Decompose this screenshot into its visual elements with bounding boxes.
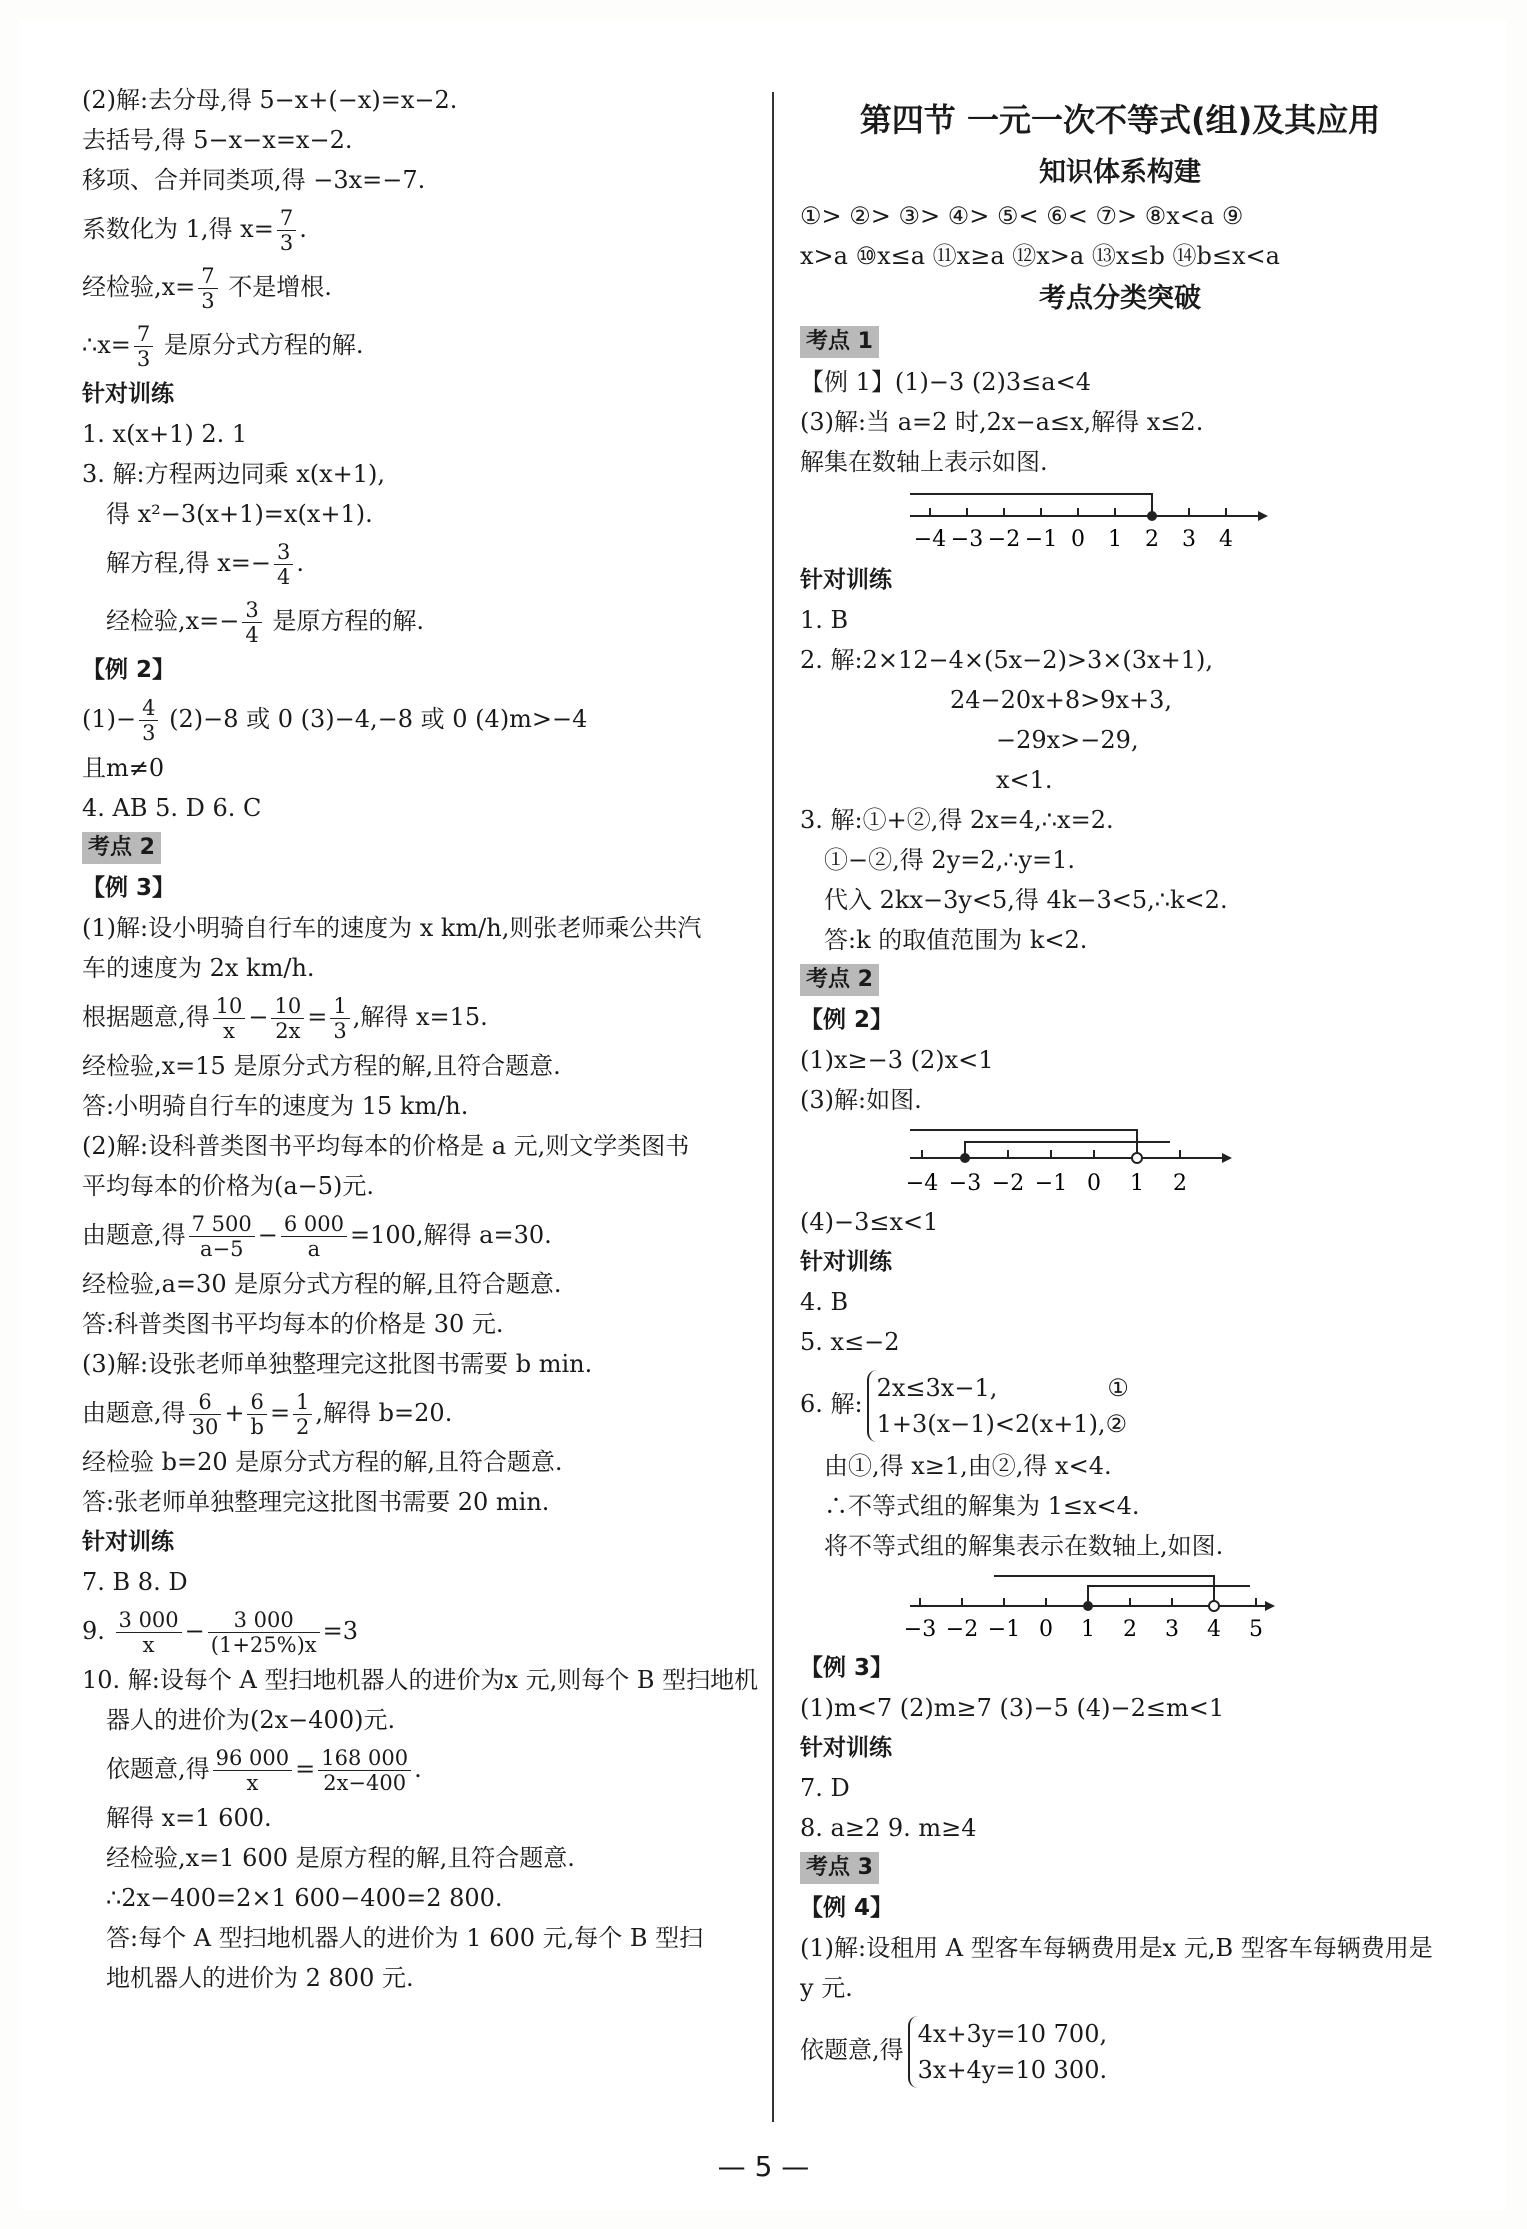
axis-arrow — [1222, 1153, 1232, 1163]
denominator: 3 — [201, 289, 215, 313]
fraction — [277, 206, 296, 255]
fraction — [318, 1746, 411, 1795]
text-span: 根据题意,得 — [82, 1003, 210, 1031]
denominator: 3 — [142, 721, 156, 745]
open-point — [1132, 1153, 1142, 1163]
denominator: 3 — [136, 347, 151, 371]
column-divider — [772, 92, 774, 2122]
text-span: ,解得 b=20. — [315, 1399, 453, 1427]
numerator: 3 000 — [116, 1608, 182, 1633]
text-line: 平均每本的价格为(a−5)元. — [82, 1172, 375, 1200]
tick-label: 2 — [1173, 1171, 1187, 1196]
tick-label: −3 — [950, 527, 984, 552]
text-line: (2)解:去分母,得 5−x+(−x)=x−2. — [82, 86, 458, 114]
text-span: . — [299, 215, 307, 243]
text-span: ∴x= — [82, 331, 131, 359]
denominator: a−5 — [199, 1237, 244, 1261]
closed-point — [1083, 1601, 1093, 1611]
text-line: (2)解:设科普类图书平均每本的价格是 a 元,则文学类图书 — [82, 1132, 690, 1160]
text-line: 移项、合并同类项,得 −3x=−7. — [82, 166, 426, 194]
example-label: 【例 4】 — [800, 1895, 894, 1921]
tick-label: 0 — [1071, 527, 1085, 552]
tick-label: 3 — [1182, 527, 1196, 552]
tick-label: −2 — [945, 1617, 979, 1642]
text-line: 3. 解:①+②,得 2x=4,∴x=2. — [800, 806, 1114, 834]
solution-ray-less-than-4 — [994, 1576, 1214, 1606]
axis-arrow — [1265, 1601, 1275, 1611]
fraction — [139, 696, 158, 745]
text-span: . — [414, 1755, 422, 1783]
numerator: 10 — [213, 994, 246, 1019]
open-point — [1209, 1601, 1219, 1611]
tick-label: −4 — [905, 1171, 939, 1196]
text-line: (3)解:如图. — [800, 1086, 922, 1114]
numerator: 6 — [247, 1390, 266, 1415]
tick-label: 2 — [1123, 1617, 1137, 1642]
text-span: 不是增根. — [220, 273, 332, 301]
denominator: 3 — [333, 1019, 347, 1043]
text-span: 是原分式方程的解. — [156, 331, 364, 359]
numerator: 4 — [139, 696, 158, 721]
text-line: 经检验,x=1 600 是原方程的解,且符合题意. — [106, 1844, 575, 1872]
system-row — [877, 1406, 1129, 1442]
fraction — [189, 1390, 222, 1439]
text-line: 地机器人的进价为 2 800 元. — [106, 1964, 414, 1992]
text-line: 经检验,a=30 是原分式方程的解,且符合题意. — [82, 1270, 562, 1298]
text-line: (3)解:当 a=2 时,2x−a≤x,解得 x≤2. — [800, 408, 1204, 436]
tick-label: 3 — [1165, 1617, 1179, 1642]
text-line: ∴2x−400=2×1 600−400=2 800. — [106, 1884, 503, 1912]
text-span: 系数化为 1,得 x= — [82, 215, 274, 243]
text-line: ①> ②> ③> ④> ⑤< ⑥< ⑦> ⑧x<a ⑨ — [800, 202, 1244, 230]
text-line: ∴不等式组的解集为 1≤x<4. — [824, 1492, 1140, 1520]
equation-system — [908, 2016, 1107, 2088]
numerator: 3 — [242, 598, 261, 623]
topic-tag: 考点 1 — [800, 326, 879, 358]
tick-label: −1 — [1024, 527, 1058, 552]
fraction — [247, 1390, 266, 1439]
numerator: 10 — [271, 994, 304, 1019]
text-span: 是原方程的解. — [264, 607, 425, 635]
text-span: 由题意,得 — [82, 1399, 186, 1427]
example-label: 【例 2】 — [82, 657, 176, 683]
text-line: 24−20x+8>9x+3, — [950, 686, 1173, 714]
text-span: 经检验,x=− — [106, 607, 240, 635]
section-heading: 针对训练 — [800, 567, 892, 593]
denominator: (1+25%)x — [210, 1633, 317, 1657]
text-line: 解得 x=1 600. — [106, 1804, 272, 1832]
numerator: 3 000 — [208, 1608, 320, 1633]
text-line — [82, 592, 742, 650]
text-line: 经检验 b=20 是原分式方程的解,且符合题意. — [82, 1448, 563, 1476]
text-line: 由①,得 x≥1,由②,得 x<4. — [824, 1452, 1112, 1480]
text-span: (1)− — [82, 705, 137, 733]
fraction — [208, 1608, 320, 1657]
denominator: b — [250, 1415, 264, 1439]
fraction — [281, 1212, 347, 1261]
text-span: (2)−8 或 0 (3)−4,−8 或 0 (4)m>−4 — [161, 705, 588, 733]
text-line: 由题意,得 $\frac{6}{30}$ + $\frac{6}{b}$ = $\frac{1}{2}$ ,解得 b=20. — [82, 1390, 453, 1439]
fraction — [330, 994, 349, 1043]
text-span: 1+3(x−1)<2(x+1), — [876, 1409, 1106, 1438]
text-span: 2x≤3x−1, — [876, 1373, 998, 1402]
text-span: 9. — [82, 1617, 113, 1645]
closed-point — [960, 1153, 970, 1163]
tick-label: −2 — [987, 527, 1021, 552]
text-line: 根据题意,得 $\frac{10}{x}$ − $\frac{10}{2x}$ = $\frac{1}{3}$ ,解得 x=15. — [82, 994, 488, 1043]
tick-label: 5 — [1249, 1617, 1263, 1642]
text-line: 1. x(x+1) 2. 1 — [82, 420, 248, 448]
text-line: 4. B — [800, 1288, 849, 1316]
axis-arrow — [1258, 511, 1268, 521]
solution-ray-less-than-1 — [910, 1130, 1137, 1158]
section-title: 第四节 一元一次不等式(组)及其应用 — [859, 101, 1381, 139]
tick-label: −3 — [903, 1617, 937, 1642]
number-line-1 — [910, 488, 1270, 554]
text-line: 将不等式组的解集表示在数轴上,如图. — [824, 1532, 1224, 1560]
left-column — [82, 80, 759, 1998]
text-line: 【例 1】(1)−3 (2)3≤a<4 — [800, 368, 1091, 396]
text-span: 依题意,得 — [106, 1755, 210, 1783]
example-label: 【例 3】 — [800, 1655, 894, 1681]
section-heading: 针对训练 — [800, 1735, 892, 1761]
tick-label: 1 — [1081, 1617, 1095, 1642]
closed-point — [1147, 511, 1157, 521]
denominator: 30 — [191, 1415, 219, 1439]
tick-label: 4 — [1207, 1617, 1221, 1642]
topic-tag: 考点 2 — [82, 832, 161, 864]
text-line: 4. AB 5. D 6. C — [82, 794, 262, 822]
numerator: 96 000 — [213, 1746, 292, 1771]
denominator: x — [223, 1019, 235, 1043]
text-line: 2. 解:2×12−4×(5x−2)>3×(3x+1), — [800, 646, 1213, 674]
fraction — [198, 264, 217, 313]
example-label: 【例 2】 — [800, 1007, 894, 1033]
system-row: 4x+3y=10 700, — [917, 2019, 1108, 2048]
number-line-2 — [905, 1126, 1270, 1196]
text-span: ① — [1107, 1373, 1129, 1402]
numerator: 1 — [293, 1390, 312, 1415]
topic-tag: 考点 3 — [800, 1852, 879, 1884]
text-line — [82, 258, 742, 316]
text-span: 由题意,得 — [82, 1221, 186, 1249]
text-line — [800, 2008, 1440, 2092]
text-line: 经检验,x=15 是原分式方程的解,且符合题意. — [82, 1052, 561, 1080]
subsection-title: 考点分类突破 — [1039, 283, 1201, 314]
text-line: (1)x≥−3 (2)x<1 — [800, 1046, 994, 1074]
numerator: 168 000 — [318, 1746, 411, 1771]
fraction — [274, 540, 293, 589]
text-span: . — [296, 549, 305, 577]
text-line: 车的速度为 2x km/h. — [82, 954, 315, 982]
numerator: 7 — [198, 264, 217, 289]
topic-tag: 考点 2 — [800, 964, 879, 996]
text-span: 解方程,得 x=− — [106, 549, 272, 577]
solution-ray-ge-1 — [1088, 1586, 1250, 1606]
text-line: (3)解:设张老师单独整理完这批图书需要 b min. — [82, 1350, 593, 1378]
equation-system — [867, 1370, 1129, 1442]
text-line: (4)−3≤x<1 — [800, 1208, 939, 1236]
number-line-3 — [903, 1572, 1290, 1642]
denominator: 2 — [296, 1415, 310, 1439]
text-line: 答:张老师单独整理完这批图书需要 20 min. — [82, 1488, 550, 1516]
tick-label: −1 — [987, 1617, 1021, 1642]
text-line: 答:k 的取值范围为 k<2. — [824, 926, 1088, 954]
numerator: 6 — [189, 1390, 222, 1415]
text-line: 1. B — [800, 606, 849, 634]
text-line: ①−②,得 2y=2,∴y=1. — [824, 846, 1076, 874]
denominator: x — [246, 1771, 259, 1795]
text-line — [82, 200, 742, 258]
text-line: (1)解:设租用 A 型客车每辆费用是x 元,B 型客车每辆费用是 — [800, 1934, 1433, 1962]
text-line: 7. B 8. D — [82, 1568, 188, 1596]
text-line — [82, 316, 742, 374]
denominator: 2x — [275, 1019, 301, 1043]
subsection-title: 知识体系构建 — [1039, 157, 1201, 188]
fraction — [213, 994, 246, 1043]
text-span: ,解得 x=15. — [352, 1003, 488, 1031]
tick-label: 0 — [1087, 1171, 1101, 1196]
tick-label: −4 — [913, 527, 947, 552]
section-heading: 针对训练 — [82, 381, 174, 407]
text-line: 器人的进价为(2x−400)元. — [106, 1706, 396, 1734]
tick-label: 0 — [1039, 1617, 1053, 1642]
page-number: — 5 — — [717, 2150, 810, 2183]
text-line: x<1. — [996, 766, 1053, 794]
denominator: 4 — [277, 565, 291, 589]
fraction — [213, 1746, 292, 1795]
denominator: 2x−400 — [323, 1771, 407, 1795]
text-line: 答:科普类图书平均每本的价格是 30 元. — [82, 1310, 504, 1338]
text-line: x>a ⑩x≤a ⑪x≥a ⑫x>a ⑬x≤b ⑭b≤x<a — [800, 242, 1280, 270]
tick-label: 2 — [1145, 527, 1159, 552]
text-line: 7. D — [800, 1774, 850, 1802]
text-line: 答:每个 A 型扫地机器人的进价为 1 600 元,每个 B 型扫 — [106, 1924, 704, 1952]
text-line: 得 x²−3(x+1)=x(x+1). — [106, 500, 373, 528]
text-line: 依题意,得 $\frac{96 000}{x}$ = $\frac{168 000}{2x-400}$ . — [106, 1746, 422, 1795]
section-heading: 针对训练 — [800, 1249, 892, 1275]
text-line: 9. $\frac{3 000}{x}$ − $\frac{3 000}{(1+25\%)x}$ =3 — [82, 1608, 359, 1657]
text-line: 去括号,得 5−x−x=x−2. — [82, 126, 353, 154]
page-number-value: 5 — [754, 2150, 773, 2183]
right-column — [800, 80, 1440, 2092]
fraction — [293, 1390, 312, 1439]
text-line: −29x>−29, — [996, 726, 1139, 754]
text-line — [800, 1362, 1440, 1446]
numerator: 1 — [330, 994, 349, 1019]
text-span: 6. 解: — [800, 1390, 863, 1418]
text-span: 经检验,x= — [82, 273, 196, 301]
example-label: 【例 3】 — [82, 875, 176, 901]
tick-label: −3 — [948, 1171, 982, 1196]
text-line: 解集在数轴上表示如图. — [800, 448, 1048, 476]
text-line: (1)m<7 (2)m≥7 (3)−5 (4)−2≤m<1 — [800, 1694, 1225, 1722]
denominator: 3 — [279, 231, 294, 255]
fraction — [189, 1212, 255, 1261]
fraction — [242, 598, 261, 647]
numerator: 6 000 — [281, 1212, 347, 1237]
tick-label: −1 — [1034, 1171, 1068, 1196]
numerator: 7 500 — [189, 1212, 255, 1237]
text-line — [82, 534, 742, 592]
numerator: 3 — [274, 540, 293, 565]
tick-label: 1 — [1130, 1171, 1144, 1196]
text-line: 8. a≥2 9. m≥4 — [800, 1814, 977, 1842]
text-span: =3 — [322, 1617, 359, 1645]
text-line: 3. 解:方程两边同乘 x(x+1), — [82, 460, 386, 488]
numerator: 7 — [277, 206, 296, 231]
text-line — [82, 690, 742, 748]
denominator: a — [307, 1237, 321, 1261]
numerator: 7 — [134, 322, 153, 347]
text-line: 且m≠0 — [82, 754, 165, 782]
text-line: 10. 解:设每个 A 型扫地机器人的进价为x 元,则每个 B 型扫地机 — [82, 1666, 759, 1694]
tick-label: −2 — [991, 1171, 1025, 1196]
tick-label: 4 — [1219, 527, 1233, 552]
section-heading: 针对训练 — [82, 1529, 174, 1555]
text-span: 依题意,得 — [800, 2036, 904, 2064]
tick-label: 1 — [1108, 527, 1122, 552]
text-line: (1)解:设小明骑自行车的速度为 x km/h,则张老师乘公共汽 — [82, 914, 702, 942]
text-line: 答:小明骑自行车的速度为 15 km/h. — [82, 1092, 469, 1120]
text-line: 5. x≤−2 — [800, 1328, 900, 1356]
text-span: ② — [1105, 1409, 1128, 1438]
system-row — [877, 1370, 1129, 1406]
system-row: 3x+4y=10 300. — [917, 2055, 1108, 2084]
fraction — [116, 1608, 182, 1657]
denominator: 4 — [245, 623, 259, 647]
fraction — [271, 994, 304, 1043]
fraction — [134, 322, 153, 371]
text-span: =100,解得 a=30. — [350, 1221, 552, 1249]
text-line: 代入 2kx−3y<5,得 4k−3<5,∴k<2. — [824, 886, 1228, 914]
text-line: 由题意,得 $\frac{7 500}{a-5}$ − $\frac{6 000}{a}$ =100,解得 a=30. — [82, 1212, 552, 1261]
text-line: y 元. — [800, 1974, 853, 2002]
denominator: x — [142, 1633, 155, 1657]
